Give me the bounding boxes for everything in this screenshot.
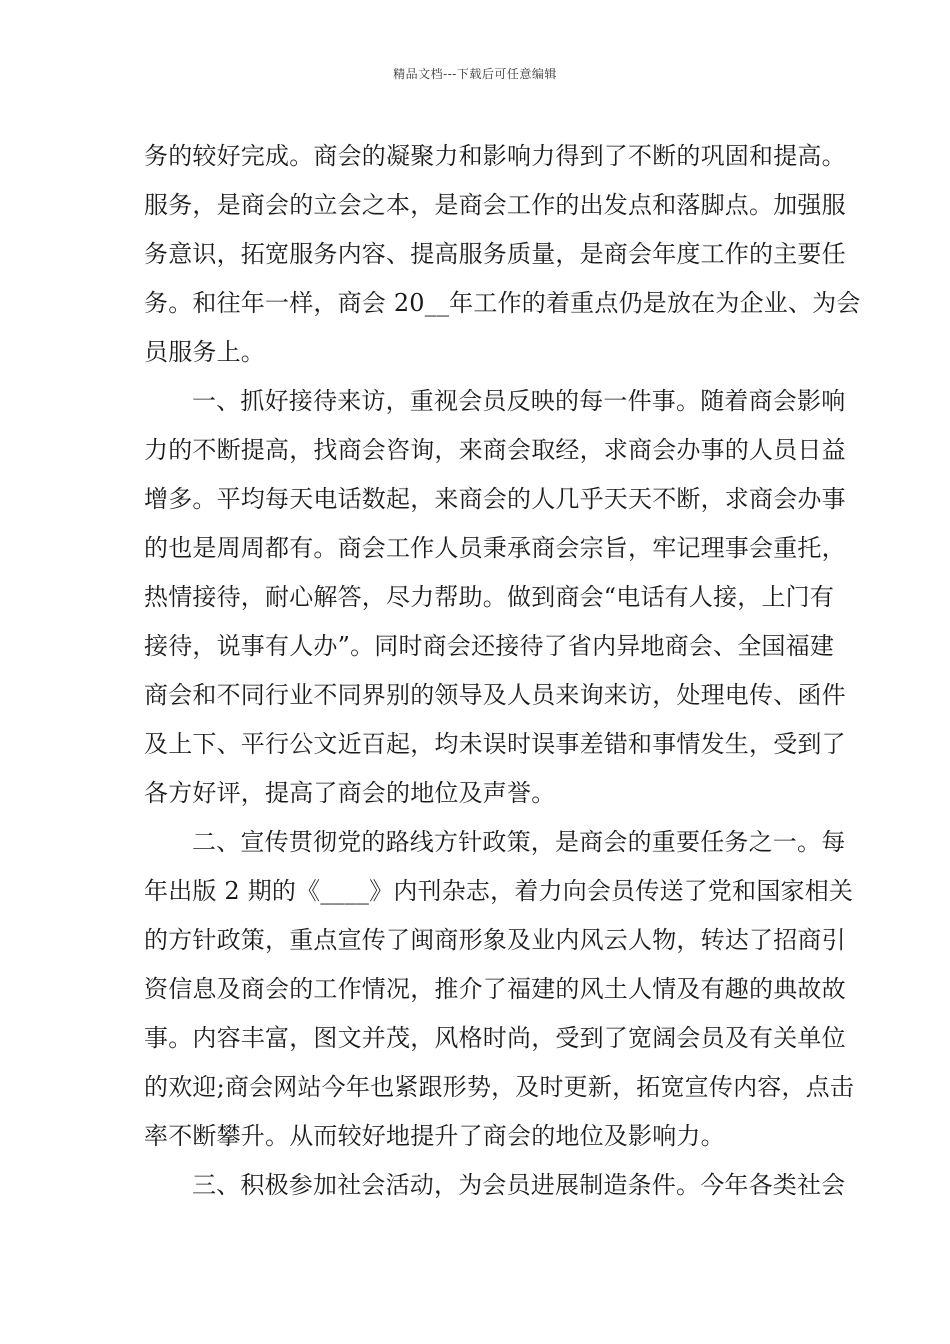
text-line: 热情接待，耐心解答，尽力帮助。做到商会“电话有人接，上门有 [144, 583, 835, 611]
text-line: 资信息及商会的工作情况，推介了福建的风土人情及有趣的典故故 [144, 975, 846, 1003]
text-line: 一、抓好接待来访，重视会员反映的每一件事。随着商会影响 [192, 387, 846, 415]
text-line: 务意识，拓宽服务内容、提高服务质量，是商会年度工作的主要任 [144, 240, 846, 268]
paragraph-3 [144, 818, 855, 1161]
text-line: 服务，是商会的立会之本，是商会工作的出发点和落脚点。加强服 [144, 191, 846, 219]
document-body [144, 132, 861, 1210]
text-line: 二、宣传贯彻党的路线方针政策，是商会的重要任务之一。每 [192, 828, 846, 856]
text-line: 商会和不同行业不同界别的领导及人员来询来访，处理电传、函件 [144, 681, 846, 709]
text-line: 员服务上。 [144, 338, 265, 366]
text-line: 增多。平均每天电话数起，来商会的人几乎天天不断，求商会办事 [144, 485, 846, 513]
text-line: 及上下、平行公文近百起，均未误时误事差错和事情发生，受到了 [144, 730, 846, 758]
text-line: 年出版 2 期的《____》内刊杂志，着力向会员传送了党和国家相关 [144, 877, 854, 905]
text-line: 务的较好完成。商会的凝聚力和影响力得到了不断的巩固和提高。 [144, 142, 846, 170]
text-line: 各方好评，提高了商会的地位及声誉。 [144, 779, 556, 807]
text-line: 力的不断提高，找商会咨询，来商会取经，求商会办事的人员日益 [144, 436, 846, 464]
text-line: 率不断攀升。从而较好地提升了商会的地位及影响力。 [144, 1122, 725, 1150]
text-line: 的也是周周都有。商会工作人员秉承商会宗旨，牢记理事会重托， [144, 534, 846, 562]
paragraph-2 [144, 377, 846, 818]
page-header: 精品文档---下载后可任意编辑 [393, 67, 557, 81]
text-line: 务。和往年一样，商会 20__年工作的着重点仍是放在为企业、为会 [144, 289, 861, 317]
text-line: 的方针政策，重点宣传了闽商形象及业内风云人物，转达了招商引 [144, 926, 846, 954]
text-line: 三、积极参加社会活动，为会员进展制造条件。今年各类社会 [192, 1171, 846, 1199]
text-line: 事。内容丰富，图文并茂，风格时尚，受到了宽阔会员及有关单位 [144, 1024, 846, 1052]
paragraph-4 [144, 1161, 846, 1210]
text-line: 的欢迎;商会网站今年也紧跟形势，及时更新，拓宽宣传内容，点击 [144, 1073, 855, 1101]
paragraph-1 [144, 132, 861, 377]
text-line: 接待，说事有人办”。同时商会还接待了省内异地商会、全国福建 [144, 632, 835, 660]
